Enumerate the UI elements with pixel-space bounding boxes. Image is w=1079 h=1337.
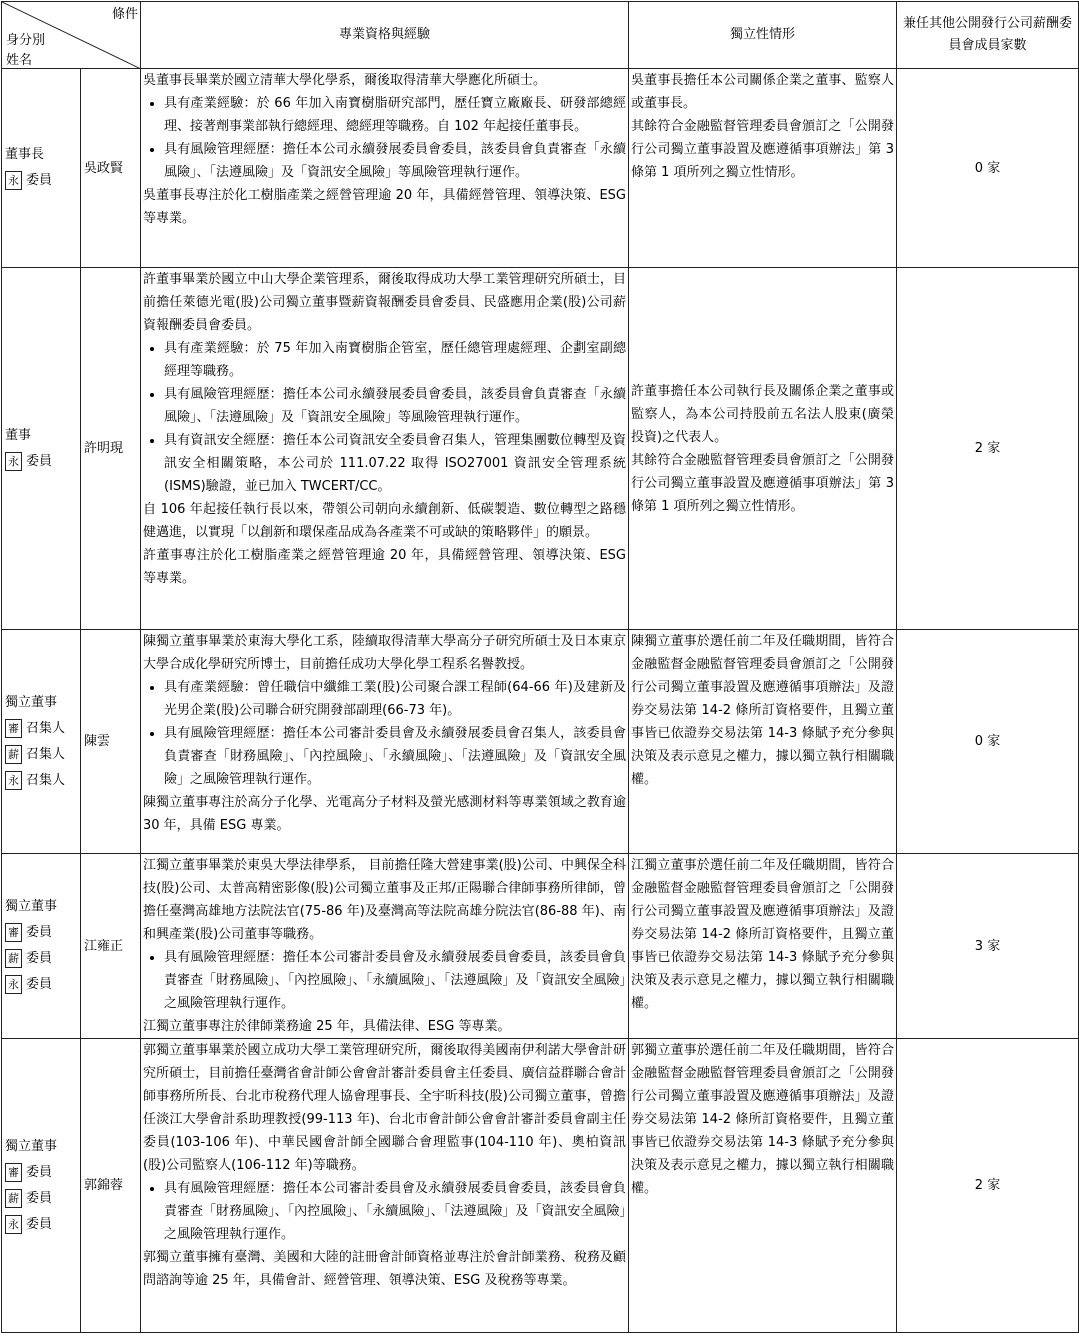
committee-badge: 薪 xyxy=(5,745,22,764)
header-concurrent: 兼任其他公開發行公司薪酬委員會成員家數 xyxy=(897,2,1079,69)
committee-badge: 永 xyxy=(5,171,22,190)
qualifications-cell xyxy=(141,1039,629,1333)
committee-membership xyxy=(5,1186,78,1212)
concurrent-count: 2 家 xyxy=(897,1039,1079,1333)
committee-membership xyxy=(5,1212,78,1238)
qualifications-cell xyxy=(141,854,629,1039)
committee-badge: 薪 xyxy=(5,949,22,968)
committee-badge: 薪 xyxy=(5,1189,22,1208)
committee-membership xyxy=(5,972,78,998)
role-cell xyxy=(2,630,81,854)
experience-item: • 具有風險管理經歷：擔任本公司審計委員會及永續發展委員會召集人，該委員會負責審查「財務風險」、「內控風險」、「永續風險」、「法遵風險」及「資訊安全風險」之風險管理執行運作。 xyxy=(164,722,626,791)
table-row xyxy=(2,69,1079,268)
experience-item: • 具有風險管理經歷：擔任本公司審計委員會及永續發展委員會委員，該委員會負責審查「財務風險」、「內控風險」、「永續風險」、「法遵風險」及「資訊安全風險」之風險管理執行運作。 xyxy=(164,946,626,1015)
qualification-summary: 許董事專注於化工樹脂產業之經營管理逾 20 年，具備經營管理、領導決策、ESG 等專業。 xyxy=(143,548,626,586)
experience-item: • 具有風險管理經歷：擔任本公司永續發展委員會委員，該委員會負責審查「永續風險」、「法遵風險」及「資訊安全風險」等風險管理執行運作。 xyxy=(164,383,626,429)
committee-title: 委員 xyxy=(26,453,53,469)
committee-title: 委員 xyxy=(26,977,53,992)
qualification-summary: 郭獨立董事擁有臺灣、美國和大陸的註冊會計師資格並專注於會計師業務、稅務及顧問諮詢等逾 25 年，具備會計、經營管理、領導決策、ESG 及稅務等專業。 xyxy=(143,1250,626,1288)
independence-cell: 陳獨立董事於選任前二年及任職期間，皆符合金融監督金融監督管理委員會頒訂之「公開發行公司獨立董事設置及應遵循事項辦法」及證券交易法第 14-2 條所訂資格要件，且獨立董事皆已依證券交易法第 14-3 條賦予充分參與決策及表示意見之權力，據以獨立執行相關職權。 xyxy=(629,630,897,854)
header-condition: 條件 xyxy=(111,7,138,22)
table-row xyxy=(2,630,1079,854)
committee-badge: 永 xyxy=(5,975,22,994)
role-cell xyxy=(2,1039,81,1333)
concurrent-count: 0 家 xyxy=(897,630,1079,854)
director-name: 陳雲 xyxy=(81,630,141,854)
committee-membership xyxy=(5,449,78,475)
role-title: 董事長 xyxy=(5,147,45,162)
committee-membership xyxy=(5,716,78,742)
committee-membership xyxy=(5,168,78,194)
qualification-intro: 許董事畢業於國立中山大學企業管理系，爾後取得成功大學工業管理研究所碩士，目前擔任萊德光電(股)公司獨立董事暨薪資報酬委員會委員、民盛應用企業(股)公司薪資報酬委員會委員。 xyxy=(143,272,626,333)
role-cell xyxy=(2,854,81,1039)
qualification-intro: 陳獨立董事畢業於東海大學化工系，陸續取得清華大學高分子研究所碩士及日本東京大學合成化學研究所博士，目前擔任成功大學化學工程系名譽教授。 xyxy=(143,634,626,672)
table-row xyxy=(2,854,1079,1039)
role-title: 獨立董事 xyxy=(5,899,58,914)
experience-item: • 具有風險管理經歷：擔任本公司永續發展委員會委員，該委員會負責審查「永續風險」、「法遵風險」及「資訊安全風險」等風險管理執行運作。 xyxy=(164,138,626,184)
header-identity: 身分別 xyxy=(6,33,46,48)
committee-membership xyxy=(5,768,78,794)
table-row xyxy=(2,268,1079,630)
committee-title: 委員 xyxy=(26,951,53,966)
qualifications-cell xyxy=(141,268,629,630)
qualification-summary: 吳董事長專注於化工樹脂產業之經營管理逾 20 年，具備經營管理、領導決策、ESG 等專業。 xyxy=(143,188,626,226)
committee-title: 委員 xyxy=(26,1164,53,1180)
director-name: 許明現 xyxy=(81,268,141,630)
committee-membership xyxy=(5,1160,78,1186)
table-header-row xyxy=(2,2,1079,69)
independence-cell: 吳董事長擔任本公司關係企業之董事、監察人或董事長。 其餘符合金融監督管理委員會頒訂之「公開發行公司獨立董事設置及應遵循事項辦法」第 3 條第 1 項所列之獨立性情形。 xyxy=(629,69,897,268)
table-row xyxy=(2,1039,1079,1333)
experience-item: • 具有產業經驗：曾任職信中纖維工業(股)公司聚合課工程師(64-66 年)及建新及光男企業(股)公司聯合研究開發部副理(66-73 年)。 xyxy=(164,676,626,722)
committee-badge: 審 xyxy=(5,923,22,942)
committee-title: 委員 xyxy=(26,1190,53,1206)
role-title: 董事 xyxy=(5,427,32,443)
experience-item: • 具有資訊安全經歷：擔任本公司資訊安全委員會召集人，管理集團數位轉型及資訊安全相關策略，本公司於 111.07.22 取得 ISO27001 資訊安全管理系統(ISMS)驗證，並已加入 TWCERT/CC。 xyxy=(164,429,626,498)
experience-list xyxy=(143,92,626,184)
qualification-summary: 江獨立董事專注於律師業務逾 25 年，具備法律、ESG 等專業。 xyxy=(143,1019,511,1034)
experience-list xyxy=(143,1177,626,1246)
qualification-intro: 吳董事長畢業於國立清華大學化學系，爾後取得清華大學應化所碩士。 xyxy=(143,73,547,88)
qualification-intro: 江獨立董事畢業於東吳大學法律學系， 目前擔任隆大營建事業(股)公司、中興保全科技(股)公司、太普高精密影像(股)公司獨立董事及正邦/正陽聯合律師事務所律師，曾擔任臺灣高雄地方法院法官(75-86 年)及臺灣高等法院高雄分院法官(86-88 年)、南和興產業(股)公司董事等職務。 xyxy=(143,858,626,942)
independence-cell: 江獨立董事於選任前二年及任職期間，皆符合金融監督金融監督管理委員會頒訂之「公開發行公司獨立董事設置及應遵循事項辦法」及證券交易法第 14-2 條所訂資格要件，且獨立董事皆已依證券交易法第 14-3 條賦予充分參與決策及表示意見之權力，據以獨立執行相關職權。 xyxy=(629,854,897,1039)
role-cell xyxy=(2,69,81,268)
role-title: 獨立董事 xyxy=(5,1138,58,1154)
committee-membership xyxy=(5,920,78,946)
experience-item: • 具有風險管理經歷：擔任本公司審計委員會及永續發展委員會委員，該委員會負責審查「財務風險」、「內控風險」、「永續風險」、「法遵風險」及「資訊安全風險」之風險管理執行運作。 xyxy=(164,1177,626,1246)
experience-item: • 具有產業經驗：於 66 年加入南寶樹脂研究部門，歷任寶立廠廠長、研發部總經理、接著劑事業部執行總經理、總經理等職務。自 102 年起接任董事長。 xyxy=(164,92,626,138)
qualifications-cell xyxy=(141,69,629,268)
independence-cell: 郭獨立董事於選任前二年及任職期間，皆符合金融監督金融監督管理委員會頒訂之「公開發行公司獨立董事設置及應遵循事項辦法」及證券交易法第 14-2 條所訂資格要件，且獨立董事皆已依證券交易法第 14-3 條賦予充分參與決策及表示意見之權力，據以獨立執行相關職權。 xyxy=(629,1039,897,1333)
experience-list xyxy=(143,946,626,1015)
qualification-summary: 自 106 年起接任執行長以來，帶領公司朝向永續創新、低碳製造、數位轉型之路穩健邁進，以實現「以創新和環保產品成為各產業不可或缺的策略夥伴」的願景。 xyxy=(143,502,627,540)
header-name: 姓名 xyxy=(6,53,33,68)
concurrent-count: 2 家 xyxy=(897,268,1079,630)
diagonal-header-cell xyxy=(2,2,141,69)
qualification-summary: 陳獨立董事專注於高分子化學、光電高分子材料及螢光感測材料等專業領域之教育逾 30 年，具備 ESG 專業。 xyxy=(143,795,626,833)
experience-list xyxy=(143,676,626,791)
experience-item: • 具有產業經驗：於 75 年加入南寶樹脂企管室，歷任總管理處經理、企劃室副總經理等職務。 xyxy=(164,337,626,383)
committee-title: 召集人 xyxy=(26,720,66,736)
independence-cell: 許董事擔任本公司執行長及關係企業之董事或監察人，為本公司持股前五名法人股東(廣榮投資)之代表人。 其餘符合金融監督管理委員會頒訂之「公開發行公司獨立董事設置及應遵循事項辦法」第 3 條第 1 項所列之獨立性情形。 xyxy=(629,268,897,630)
director-name: 郭錦蓉 xyxy=(81,1039,141,1333)
concurrent-count: 3 家 xyxy=(897,854,1079,1039)
header-qualifications: 專業資格與經驗 xyxy=(141,2,629,69)
committee-membership xyxy=(5,742,78,768)
director-name: 江雍正 xyxy=(81,854,141,1039)
committee-title: 召集人 xyxy=(26,772,66,788)
committee-badge: 永 xyxy=(5,771,22,790)
qualification-intro: 郭獨立董事畢業於國立成功大學工業管理研究所，爾後取得美國南伊利諾大學會計研究所碩士，目前擔任臺灣省會計師公會會計審計委員會主任委員、廣信益群聯合會計師事務所所長、台北市稅務代理人協會理事長、全宇昕科技(股)公司獨立董事，曾擔任淡江大學會計系助理教授(99-113 年)、台北市會計師公會會計審計委員會副主任委員(103-106 年)、中華民國會計師全國聯合會理監事(104-110 年)、奧柏資訊(股)公司監察人(106-112 年)等職務。 xyxy=(143,1043,626,1173)
committee-title: 委員 xyxy=(26,925,53,940)
header-independence: 獨立性情形 xyxy=(629,2,897,69)
committee-membership xyxy=(5,946,78,972)
committee-badge: 永 xyxy=(5,1215,22,1234)
experience-list xyxy=(143,337,626,498)
committee-badge: 永 xyxy=(5,452,22,471)
committee-title: 委員 xyxy=(26,1216,53,1232)
committee-title: 召集人 xyxy=(26,746,66,762)
directors-qualification-table xyxy=(1,1,1079,1333)
qualifications-cell xyxy=(141,630,629,854)
role-cell xyxy=(2,268,81,630)
concurrent-count: 0 家 xyxy=(897,69,1079,268)
role-title: 獨立董事 xyxy=(5,694,58,710)
committee-badge: 審 xyxy=(5,1163,22,1182)
committee-title: 委員 xyxy=(26,173,53,188)
director-name: 吳政賢 xyxy=(81,69,141,268)
committee-badge: 審 xyxy=(5,719,22,738)
